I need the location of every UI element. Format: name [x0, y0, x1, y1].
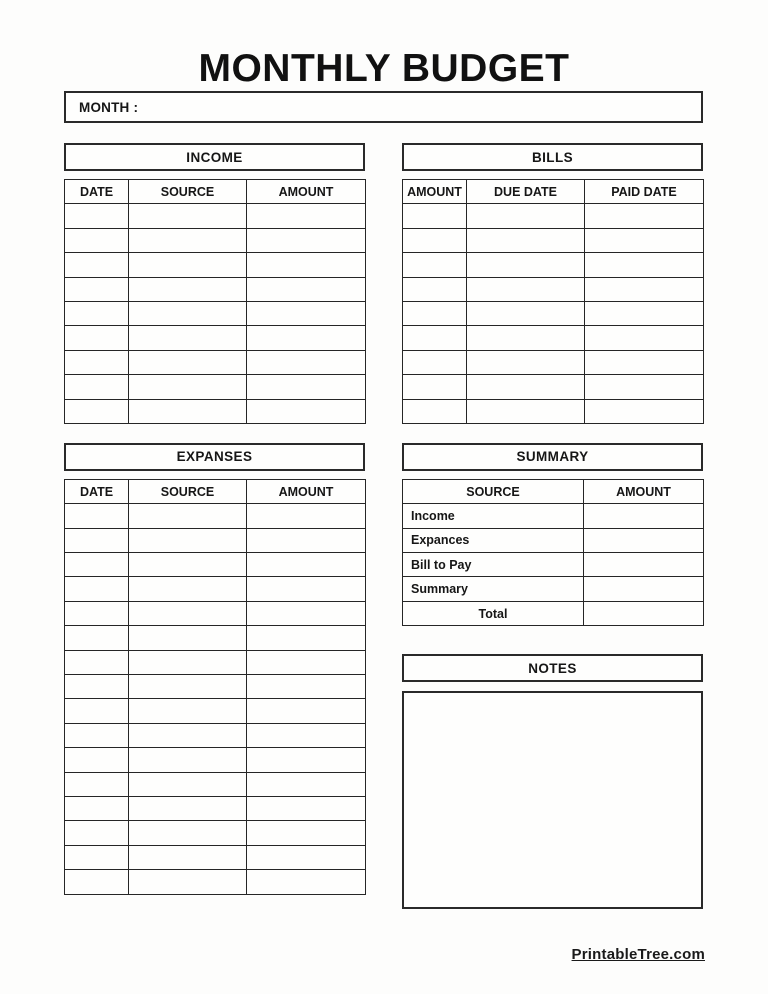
empty-cell: [403, 326, 467, 350]
table-row: [403, 326, 704, 350]
notes-area: [402, 691, 703, 909]
empty-cell: [247, 228, 366, 252]
expanses-title: EXPANSES: [176, 449, 253, 465]
income-col-amount: AMOUNT: [247, 180, 366, 204]
notes-title: NOTES: [528, 660, 577, 676]
summary-amount-cell: [584, 577, 704, 601]
table-row: [403, 350, 704, 374]
summary-amount-cell: [584, 528, 704, 552]
expanses-col-date: DATE: [65, 479, 129, 503]
table-row: [65, 601, 366, 625]
table-row: [65, 577, 366, 601]
empty-cell: [65, 253, 129, 277]
summary-row-label: Bill to Pay: [403, 553, 584, 577]
income-col-date: DATE: [65, 180, 129, 204]
expanses-col-source: SOURCE: [129, 479, 247, 503]
empty-cell: [467, 204, 585, 228]
empty-cell: [467, 228, 585, 252]
empty-cell: [129, 253, 247, 277]
summary-row-label: Total: [403, 601, 584, 625]
table-row: [65, 870, 366, 894]
empty-cell: [65, 399, 129, 423]
empty-cell: [65, 845, 129, 869]
empty-cell: [65, 228, 129, 252]
table-row: [65, 723, 366, 747]
empty-cell: [467, 253, 585, 277]
expanses-col-amount: AMOUNT: [247, 479, 366, 503]
empty-cell: [65, 626, 129, 650]
table-row: [403, 277, 704, 301]
bills-header-row: [403, 180, 704, 204]
empty-cell: [65, 326, 129, 350]
table-row: [403, 228, 704, 252]
empty-cell: [247, 301, 366, 325]
table-row: [65, 399, 366, 423]
bills-section-header: [402, 143, 703, 171]
table-row: [65, 626, 366, 650]
footer-brand-link: PrintableTree.com: [571, 946, 705, 963]
summary-section-header: [402, 443, 703, 471]
bills-col-paid-date: PAID DATE: [585, 180, 704, 204]
empty-cell: [129, 699, 247, 723]
income-col-source: SOURCE: [129, 180, 247, 204]
empty-cell: [129, 626, 247, 650]
empty-cell: [65, 577, 129, 601]
empty-cell: [403, 204, 467, 228]
empty-cell: [247, 870, 366, 894]
empty-cell: [247, 504, 366, 528]
month-fill-area: [138, 93, 701, 121]
empty-cell: [129, 504, 247, 528]
empty-cell: [247, 821, 366, 845]
empty-cell: [65, 553, 129, 577]
bills-col-due-date: DUE DATE: [467, 180, 585, 204]
empty-cell: [467, 326, 585, 350]
empty-cell: [129, 870, 247, 894]
empty-cell: [585, 253, 704, 277]
month-label: MONTH :: [79, 99, 139, 115]
empty-cell: [129, 399, 247, 423]
empty-cell: [129, 845, 247, 869]
empty-cell: [467, 277, 585, 301]
empty-cell: [129, 228, 247, 252]
income-title: INCOME: [186, 149, 243, 165]
empty-cell: [247, 650, 366, 674]
empty-cell: [65, 528, 129, 552]
empty-cell: [467, 350, 585, 374]
bills-table: [402, 179, 704, 424]
table-row: [65, 204, 366, 228]
empty-cell: [65, 772, 129, 796]
empty-cell: [403, 350, 467, 374]
empty-cell: [585, 326, 704, 350]
summary-table: [402, 479, 704, 626]
empty-cell: [467, 375, 585, 399]
table-row: [65, 845, 366, 869]
notes-section-header: [402, 654, 703, 682]
table-row: [65, 675, 366, 699]
empty-cell: [585, 301, 704, 325]
table-row: [65, 650, 366, 674]
empty-cell: [403, 301, 467, 325]
table-row: [65, 821, 366, 845]
empty-cell: [129, 748, 247, 772]
empty-cell: [65, 723, 129, 747]
empty-cell: [403, 375, 467, 399]
bills-title: BILLS: [532, 149, 573, 165]
empty-cell: [129, 675, 247, 699]
empty-cell: [403, 399, 467, 423]
table-row: [65, 772, 366, 796]
empty-cell: [247, 772, 366, 796]
empty-cell: [247, 577, 366, 601]
summary-row-label: Summary: [403, 577, 584, 601]
empty-cell: [403, 228, 467, 252]
empty-cell: [467, 301, 585, 325]
table-row: [65, 504, 366, 528]
empty-cell: [247, 626, 366, 650]
summary-row-label: Income: [403, 504, 584, 528]
table-row: [403, 375, 704, 399]
table-row: [65, 699, 366, 723]
empty-cell: [129, 650, 247, 674]
empty-cell: [247, 253, 366, 277]
bills-col-amount: AMOUNT: [403, 180, 467, 204]
empty-cell: [247, 699, 366, 723]
empty-cell: [129, 301, 247, 325]
table-row: [65, 277, 366, 301]
empty-cell: [247, 723, 366, 747]
empty-cell: [65, 301, 129, 325]
table-row: [65, 253, 366, 277]
table-row: [65, 228, 366, 252]
empty-cell: [129, 528, 247, 552]
summary-row: [403, 504, 704, 528]
summary-amount-cell: [584, 601, 704, 625]
empty-cell: [65, 796, 129, 820]
empty-cell: [403, 253, 467, 277]
empty-cell: [65, 601, 129, 625]
empty-cell: [247, 399, 366, 423]
empty-cell: [65, 650, 129, 674]
table-row: [65, 301, 366, 325]
empty-cell: [65, 504, 129, 528]
summary-header-row: [403, 479, 704, 503]
summary-row: [403, 601, 704, 625]
page-title: MONTHLY BUDGET: [198, 47, 570, 90]
empty-cell: [585, 204, 704, 228]
empty-cell: [585, 350, 704, 374]
expanses-header-row: [65, 479, 366, 503]
empty-cell: [65, 375, 129, 399]
empty-cell: [247, 845, 366, 869]
empty-cell: [247, 277, 366, 301]
empty-cell: [247, 528, 366, 552]
empty-cell: [247, 601, 366, 625]
summary-row: [403, 577, 704, 601]
month-field: [64, 91, 703, 123]
empty-cell: [65, 748, 129, 772]
empty-cell: [247, 326, 366, 350]
empty-cell: [129, 723, 247, 747]
empty-cell: [585, 399, 704, 423]
empty-cell: [129, 204, 247, 228]
empty-cell: [585, 228, 704, 252]
table-row: [65, 528, 366, 552]
income-header-row: [65, 180, 366, 204]
empty-cell: [65, 204, 129, 228]
empty-cell: [467, 399, 585, 423]
table-row: [403, 253, 704, 277]
empty-cell: [129, 375, 247, 399]
empty-cell: [65, 675, 129, 699]
summary-col-source: SOURCE: [403, 479, 584, 503]
table-row: [403, 301, 704, 325]
expanses-section-header: [64, 443, 365, 471]
right-column: [402, 143, 703, 909]
table-row: [65, 553, 366, 577]
table-row: [65, 326, 366, 350]
empty-cell: [247, 796, 366, 820]
empty-cell: [65, 870, 129, 894]
empty-cell: [247, 675, 366, 699]
summary-row: [403, 553, 704, 577]
summary-row: [403, 528, 704, 552]
empty-cell: [129, 821, 247, 845]
left-column: [64, 143, 365, 895]
empty-cell: [65, 699, 129, 723]
empty-cell: [129, 326, 247, 350]
empty-cell: [65, 821, 129, 845]
empty-cell: [65, 350, 129, 374]
empty-cell: [129, 350, 247, 374]
summary-amount-cell: [584, 553, 704, 577]
empty-cell: [129, 772, 247, 796]
summary-row-label: Expances: [403, 528, 584, 552]
empty-cell: [247, 204, 366, 228]
table-row: [65, 748, 366, 772]
empty-cell: [247, 375, 366, 399]
empty-cell: [65, 277, 129, 301]
empty-cell: [585, 375, 704, 399]
empty-cell: [129, 577, 247, 601]
empty-cell: [403, 277, 467, 301]
empty-cell: [247, 553, 366, 577]
table-row: [65, 350, 366, 374]
summary-amount-cell: [584, 504, 704, 528]
summary-title: SUMMARY: [516, 449, 589, 465]
income-table: [64, 179, 366, 424]
table-row: [65, 375, 366, 399]
empty-cell: [129, 277, 247, 301]
empty-cell: [129, 553, 247, 577]
table-row: [403, 399, 704, 423]
empty-cell: [247, 748, 366, 772]
summary-col-amount: AMOUNT: [584, 479, 704, 503]
empty-cell: [129, 601, 247, 625]
table-row: [65, 796, 366, 820]
income-section-header: [64, 143, 365, 171]
empty-cell: [585, 277, 704, 301]
table-row: [403, 204, 704, 228]
expanses-table: [64, 479, 366, 895]
empty-cell: [129, 796, 247, 820]
empty-cell: [247, 350, 366, 374]
